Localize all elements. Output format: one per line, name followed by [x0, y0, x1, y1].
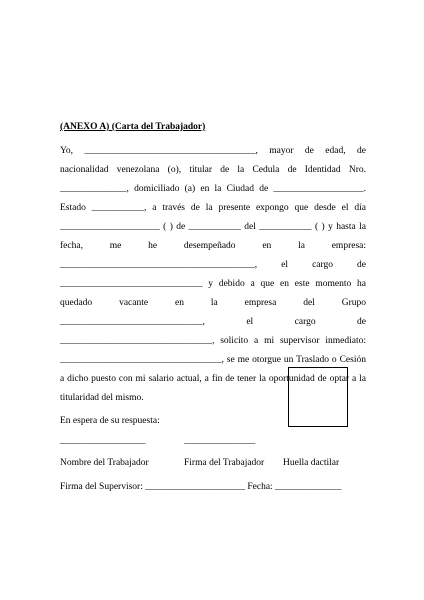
worker-signature-label: Firma del Trabajador: [184, 458, 265, 468]
worker-name-label: Nombre del Trabajador: [60, 458, 149, 468]
supervisor-line: Firma del Supervisor: _____________________ Fecha: ______________: [60, 482, 342, 492]
letter-paragraph: Yo, ____________________________________, mayor de edad, de nacionalidad venezolana (o), titular de la Cedula de Identidad Nro. ______________, domiciliado (a) en la Ciudad de ___________________. Estado ___________, a través de la presente expongo que desde el día _____________________ ( ) de ___________ del ___________ ( ) y hasta la fecha, me he desempeñado en la empresa: _________________________________________, el cargo de ______________________________ y debido a que en este momento ha quedado vacante en la empresa del Grupo ______________________________, el cargo de ________________________________, solicito a mi supervisor inmediato: __________________________________, se me otorgue un Traslado o Cesión a dicho puesto con mi salario actual, a fin de tener la oportunidad de optar a la titularidad del mismo.: [60, 146, 366, 403]
worker-name-blank: __________________: [60, 436, 146, 446]
document-title: (ANEXO A) (Carta del Trabajador): [60, 122, 206, 132]
worker-signature-blank: _______________: [184, 436, 256, 446]
closing-line: En espera de su respuesta:: [60, 416, 160, 426]
fingerprint-label: Huella dactilar: [283, 458, 340, 468]
fingerprint-box: [288, 367, 348, 427]
